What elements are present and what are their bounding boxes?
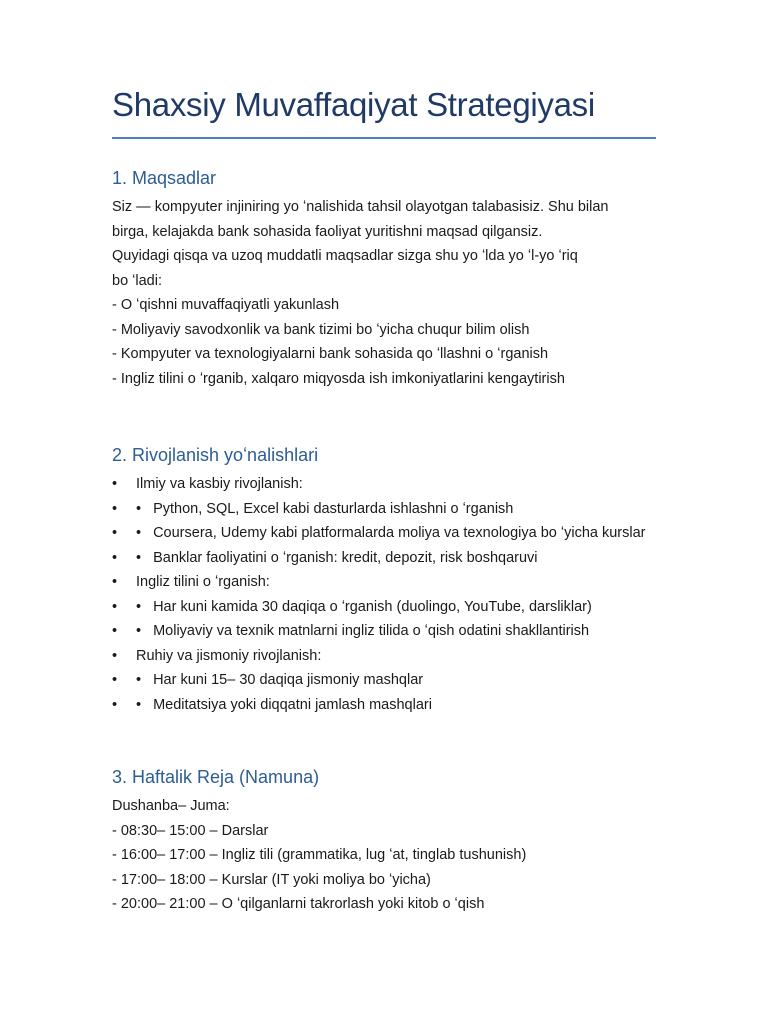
bullet-icon: • [112,623,118,639]
sub-bullet-icon: • [136,500,142,517]
sub-bullet-icon: • [136,623,142,639]
list-subitem [112,693,672,718]
section-goals [112,168,672,391]
section-weekly-plan [112,767,672,917]
section-heading: 2. Rivojlanish yoʻnalishlari [112,445,319,465]
sub-bullet-icon: • [136,549,142,566]
schedule-label: Dushanba– Juma: [112,798,230,814]
list-item-text: Meditatsiya yoki diqqatni jamlash mashqlari [153,696,432,713]
sub-bullet-icon: • [136,525,142,541]
page-title: Shaxsiy Muvaffaqiyat Strategiyasi [112,86,595,123]
bullet-icon: • [112,574,118,590]
list-item-text: Ilmiy va kasbiy rivojlanish: [136,476,303,492]
sub-bullet-icon: • [136,696,142,713]
bullet-icon: • [112,647,118,664]
list-subitem [112,595,672,620]
list-item-text: Har kuni 15– 30 daqiqa jismoniy mashqlar [153,672,424,688]
list-item-text: Python, SQL, Excel kabi dasturlarda ishlashni o ʻrganish [153,500,514,517]
list-subitem [112,668,672,693]
bullet-icon: • [112,476,118,492]
paragraph-line: birga, kelajakda bank sohasida faoliyat yuritishni maqsad qilgansiz. [112,223,543,240]
list-item [112,472,672,497]
paragraph-line: Quyidagi qisqa va uzoq muddatli maqsadlar sizga shu yo ʻlda yo ʻl-yo ʻriq [112,248,578,264]
schedule-item: - 16:00– 17:00 – Ingliz tili (grammatika, lug ʻat, tinglab tushunish) [112,847,527,863]
schedule-item: - 20:00– 21:00 – O ʻqilganlarni takrorlash yoki kitob o ʻqish [112,896,485,912]
development-list [112,472,672,717]
goal-item: - Ingliz tilini o ʻrganib, xalqaro miqyosda ish imkoniyatlarini kengaytirish [112,370,565,387]
paragraph-line: Siz — kompyuter injiniring yo ʻnalishida tahsil olayotgan talabasisiz. Shu bilan [112,199,609,215]
list-item [112,570,672,595]
bullet-icon: • [112,598,118,615]
list-item-text: Coursera, Udemy kabi platformalarda moliya va texnologiya bo ʻyicha kurslar [153,525,646,541]
sub-bullet-icon: • [136,598,142,615]
list-item-text: Moliyaviy va texnik matnlarni ingliz tilida o ʻqish odatini shakllantirish [153,623,590,639]
section-development [112,445,672,717]
bullet-icon: • [112,696,118,713]
section-heading: 1. Maqsadlar [112,168,217,188]
list-item-text: Ingliz tilini o ʻrganish: [136,574,270,590]
list-subitem [112,619,672,644]
goal-item: - Moliyaviy savodxonlik va bank tizimi bo ʻyicha chuqur bilim olish [112,321,530,338]
schedule-item: - 17:00– 18:00 – Kurslar (IT yoki moliya bo ʻyicha) [112,871,431,888]
goal-item: - O ʻqishni muvaffaqiyatli yakunlash [112,297,340,313]
goal-item: - Kompyuter va texnologiyalarni bank sohasida qo ʻllashni o ʻrganish [112,346,549,362]
list-item-text: Ruhiy va jismoniy rivojlanish: [136,647,322,664]
schedule-item: - 08:30– 15:00 – Darslar [112,822,269,839]
list-item [112,644,672,669]
sub-bullet-icon: • [136,672,142,688]
list-subitem [112,521,672,546]
bullet-icon: • [112,500,118,517]
title-divider [112,137,656,139]
list-subitem [112,497,672,522]
list-item-text: Banklar faoliyatini o ʻrganish: kredit, depozit, risk boshqaruvi [153,549,538,566]
paragraph-line: bo ʻladi: [112,272,162,289]
section-heading: 3. Haftalik Reja (Namuna) [112,767,320,787]
list-subitem [112,546,672,571]
list-item-text: Har kuni kamida 30 daqiqa o ʻrganish (duolingo, YouTube, darsliklar) [153,598,592,615]
bullet-icon: • [112,672,118,688]
bullet-icon: • [112,525,118,541]
bullet-icon: • [112,549,118,566]
